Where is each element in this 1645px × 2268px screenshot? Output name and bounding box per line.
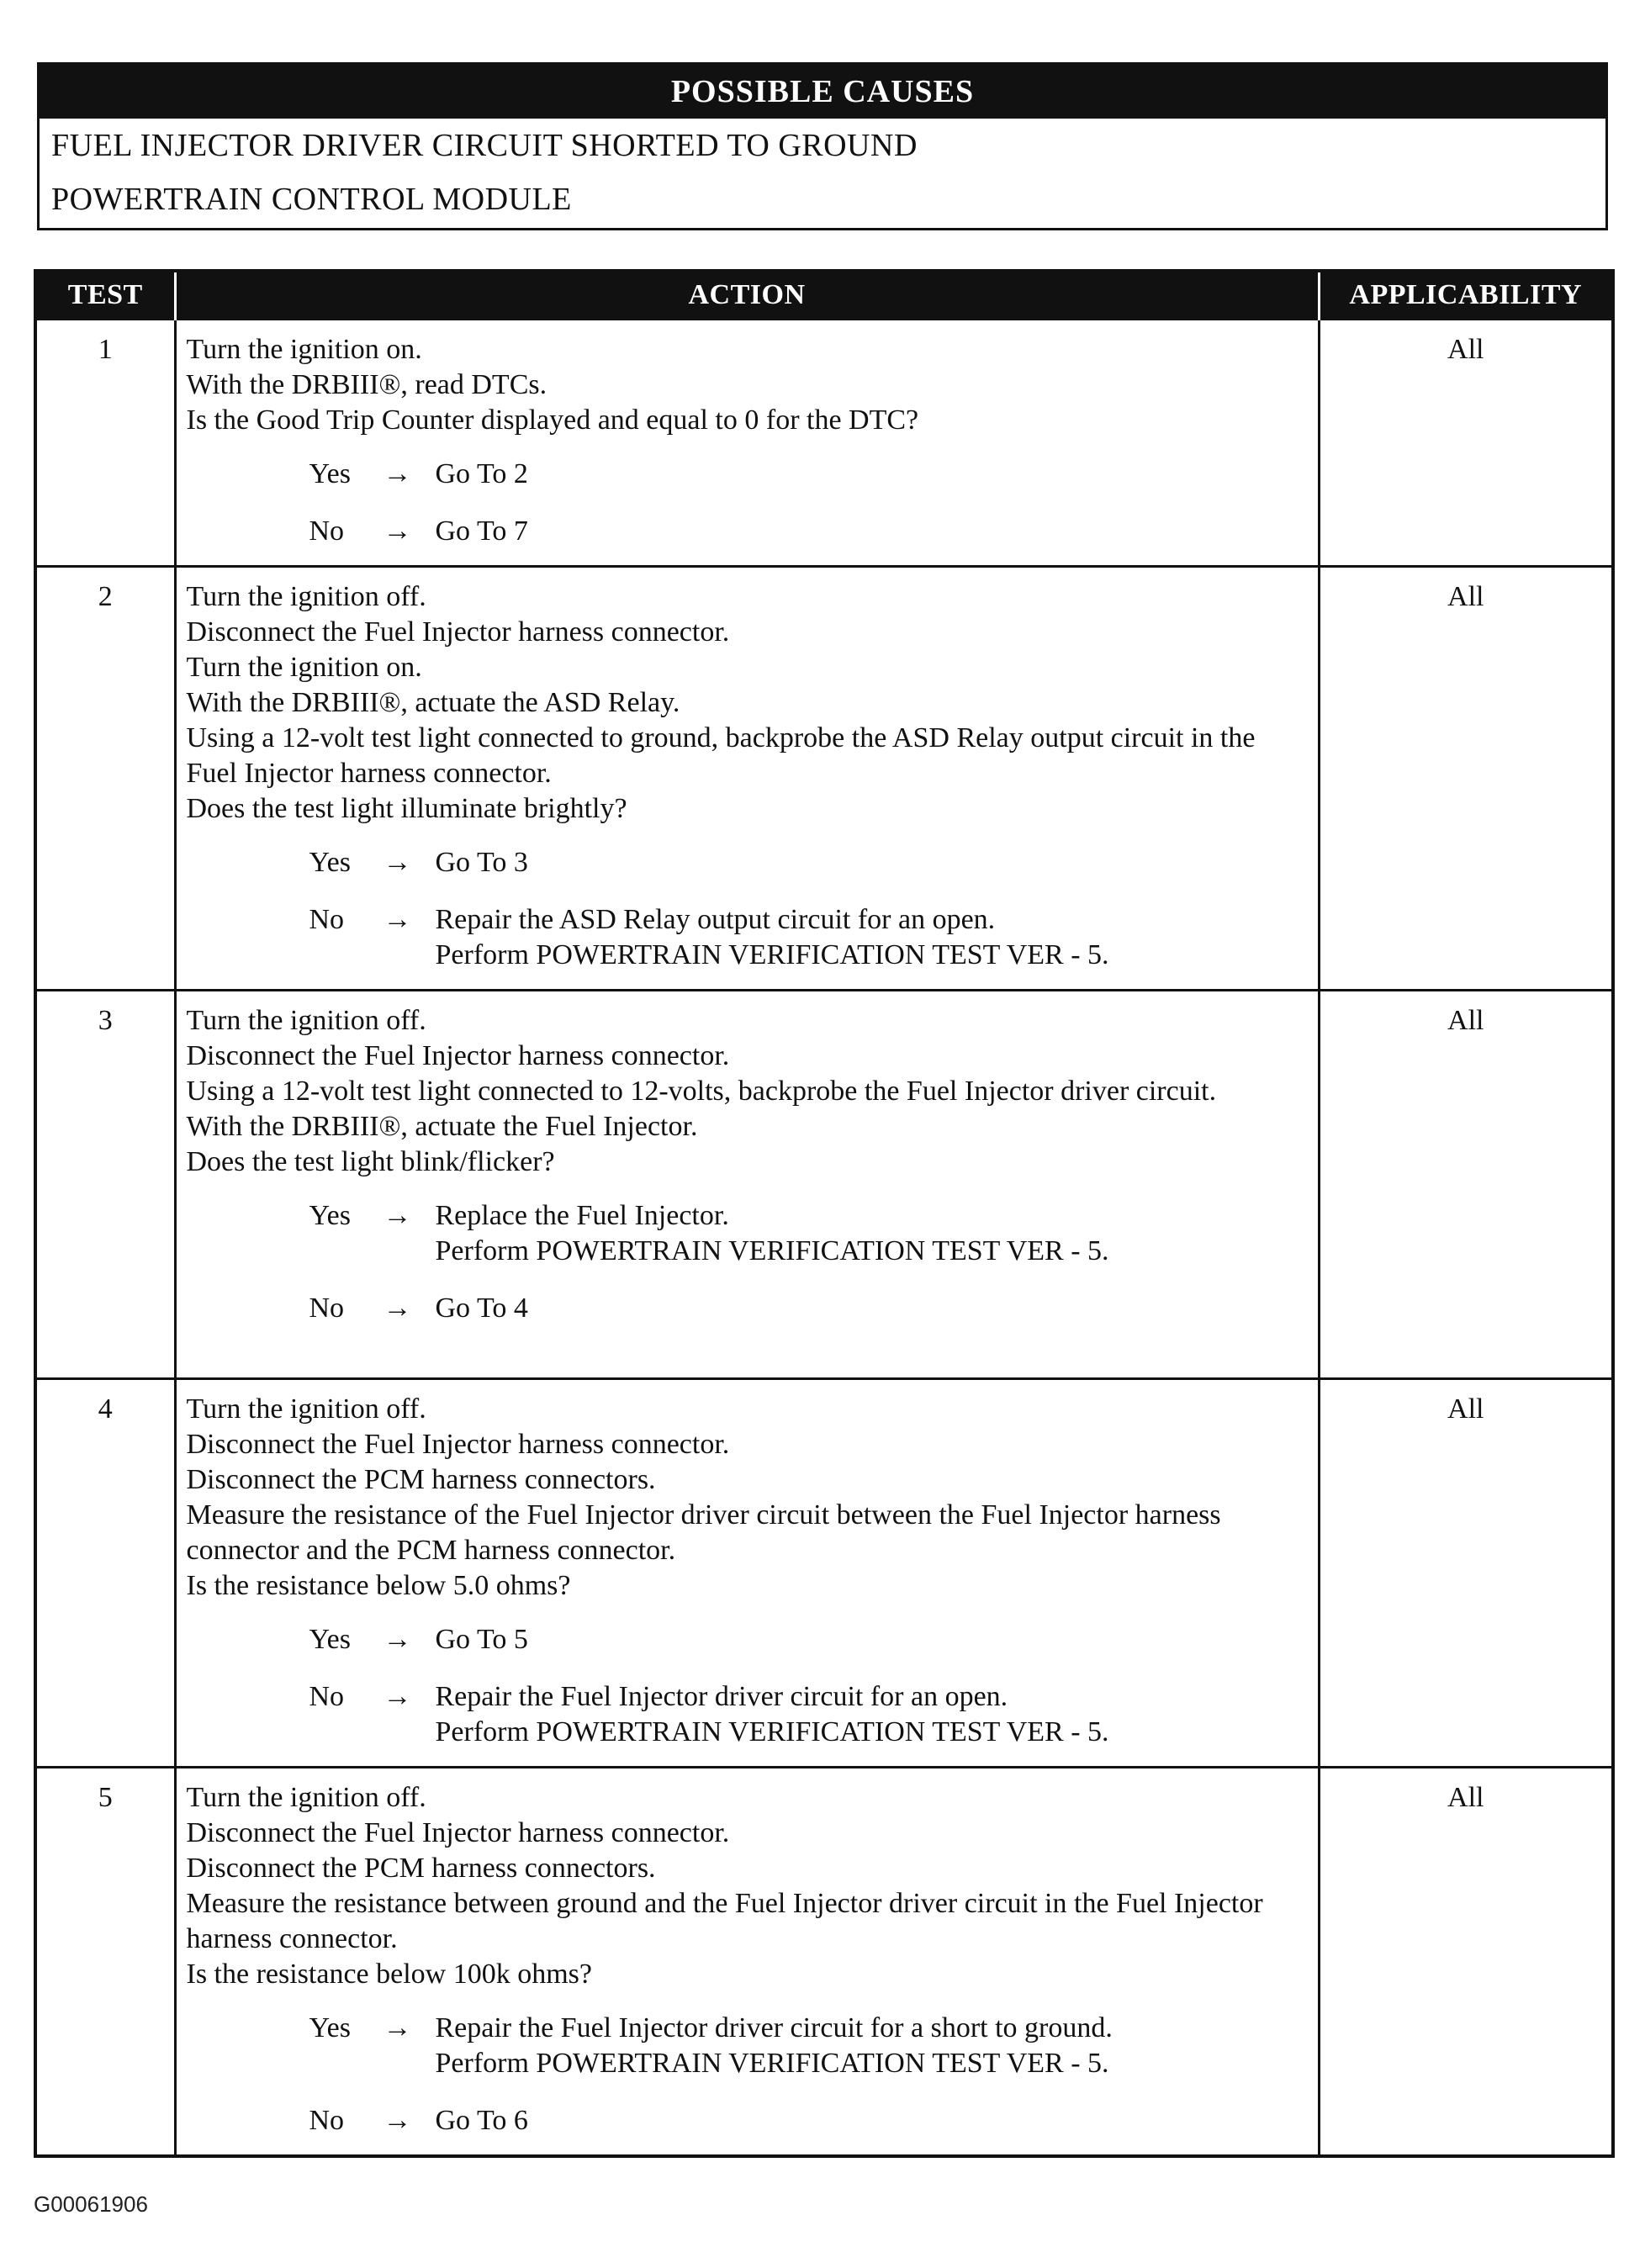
result-line: Perform POWERTRAIN VERIFICATION TEST VER - 5.: [435, 1716, 1109, 1747]
possible-causes-header: POSSIBLE CAUSES: [40, 65, 1605, 119]
no-label: No: [309, 1681, 345, 1712]
action-step: With the DRBIII®, read DTCs.: [186, 369, 547, 400]
table-row: [35, 1379, 1613, 1768]
applicability-cell: All: [1319, 1379, 1613, 1768]
arrow-right-icon: →: [383, 1681, 412, 1712]
result-line: Go To 7: [435, 515, 528, 547]
action-step: Measure the resistance of the Fuel Injector driver circuit between the Fuel Injector harness connector and the PCM harness connector.: [186, 1499, 1221, 1566]
applicability-cell: All: [1319, 991, 1613, 1379]
result-line: Perform POWERTRAIN VERIFICATION TEST VER - 5.: [435, 939, 1109, 970]
action-step: Is the resistance below 5.0 ohms?: [186, 1570, 571, 1601]
branch-list: [187, 1622, 1309, 1750]
action-step: Is the resistance below 100k ohms?: [186, 1959, 592, 1990]
result-line: Repair the ASD Relay output circuit for an open.: [435, 904, 996, 935]
action-step: With the DRBIII®, actuate the ASD Relay.: [186, 687, 680, 718]
yes-branch: [187, 845, 1309, 880]
action-step: Does the test light blink/flicker?: [186, 1146, 555, 1177]
result-line: Replace the Fuel Injector.: [435, 1200, 729, 1231]
action-cell: [175, 567, 1319, 991]
yes-branch: [187, 2011, 1309, 2081]
action-step: Disconnect the PCM harness connectors.: [186, 1464, 656, 1495]
yes-result: [436, 2011, 1309, 2081]
no-label: No: [309, 515, 345, 547]
action-step: Measure the resistance between ground and the Fuel Injector driver circuit in the Fuel Injector harness connector.: [186, 1888, 1263, 1954]
result-line: Go To 5: [435, 1624, 528, 1655]
no-branch: [187, 1679, 1309, 1750]
action-step: Turn the ignition on.: [186, 652, 422, 683]
action-step: Disconnect the Fuel Injector harness connector.: [186, 1040, 730, 1071]
action-step: Disconnect the Fuel Injector harness connector.: [186, 1429, 730, 1460]
branch-list: [187, 457, 1309, 549]
arrow-right-icon: →: [383, 847, 412, 878]
no-label: No: [309, 2105, 345, 2136]
yes-result: [436, 1622, 1309, 1657]
no-label: No: [309, 1293, 345, 1324]
yes-label: Yes: [309, 1624, 351, 1655]
yes-branch: [187, 1198, 1309, 1269]
branch-list: [187, 2011, 1309, 2138]
result-line: Repair the Fuel Injector driver circuit for a short to ground.: [435, 2012, 1113, 2043]
applicability-cell: All: [1319, 1768, 1613, 2156]
action-step: Using a 12-volt test light connected to ground, backprobe the ASD Relay output circuit in the Fuel Injector harness connector.: [186, 722, 1256, 789]
yes-label: Yes: [309, 847, 351, 878]
arrow-right-icon: →: [383, 2012, 412, 2043]
branch-list: [187, 845, 1309, 973]
result-line: Go To 2: [435, 458, 528, 489]
cause-item: FUEL INJECTOR DRIVER CIRCUIT SHORTED TO GROUND: [51, 128, 918, 163]
action-step: With the DRBIII®, actuate the Fuel Injector.: [186, 1111, 698, 1142]
applicability-cell: All: [1319, 320, 1613, 567]
arrow-right-icon: →: [383, 1200, 412, 1231]
no-branch: [187, 1291, 1309, 1326]
action-step: Disconnect the PCM harness connectors.: [186, 1853, 656, 1884]
cause-item: POWERTRAIN CONTROL MODULE: [51, 182, 572, 217]
arrow-right-icon: →: [383, 515, 412, 547]
table-row: [35, 567, 1613, 991]
no-branch: [187, 2103, 1309, 2138]
test-number: 2: [35, 567, 175, 991]
action-cell: [175, 320, 1319, 567]
applicability-cell: All: [1319, 567, 1613, 991]
possible-causes-box: [37, 62, 1608, 230]
no-result: [436, 1291, 1309, 1326]
table-row: [35, 320, 1613, 567]
test-number: 5: [35, 1768, 175, 2156]
test-procedure-table: [34, 269, 1615, 2158]
test-number: 4: [35, 1379, 175, 1768]
action-step: Disconnect the Fuel Injector harness connector.: [186, 1817, 730, 1848]
result-line: Repair the Fuel Injector driver circuit for an open.: [435, 1681, 1008, 1712]
yes-branch: [187, 1622, 1309, 1657]
branch-list: [187, 1198, 1309, 1326]
yes-result: [436, 457, 1309, 492]
action-cell: [175, 1768, 1319, 2156]
action-step: Is the Good Trip Counter displayed and equal to 0 for the DTC?: [186, 404, 919, 436]
yes-result: [436, 845, 1309, 880]
yes-label: Yes: [309, 458, 351, 489]
header-action: ACTION: [175, 271, 1319, 320]
arrow-right-icon: →: [383, 458, 412, 489]
action-step: Does the test light illuminate brightly?: [186, 793, 627, 824]
table-row: [35, 991, 1613, 1379]
no-result: [436, 902, 1309, 973]
arrow-right-icon: →: [383, 1293, 412, 1324]
no-result: [436, 514, 1309, 549]
action-cell: [175, 991, 1319, 1379]
arrow-right-icon: →: [383, 904, 412, 935]
no-label: No: [309, 904, 345, 935]
test-number: 1: [35, 320, 175, 567]
action-step: Disconnect the Fuel Injector harness connector.: [186, 616, 730, 648]
action-step: Turn the ignition off.: [186, 1393, 426, 1425]
result-line: Go To 3: [435, 847, 528, 878]
test-number: 3: [35, 991, 175, 1379]
no-result: [436, 2103, 1309, 2138]
arrow-right-icon: →: [383, 1624, 412, 1655]
result-line: Go To 4: [435, 1293, 528, 1324]
header-test: TEST: [35, 271, 175, 320]
action-step: Turn the ignition off.: [186, 1782, 426, 1813]
arrow-right-icon: →: [383, 2105, 412, 2136]
action-cell: [175, 1379, 1319, 1768]
table-header-row: [35, 271, 1613, 320]
table-row: [35, 1768, 1613, 2156]
result-line: Perform POWERTRAIN VERIFICATION TEST VER - 5.: [435, 2048, 1109, 2079]
yes-result: [436, 1198, 1309, 1269]
yes-label: Yes: [309, 2012, 351, 2043]
action-step: Turn the ignition on.: [186, 334, 422, 365]
no-branch: [187, 514, 1309, 549]
action-step: Turn the ignition off.: [186, 581, 426, 612]
action-step: Using a 12-volt test light connected to 12-volts, backprobe the Fuel Injector driver circuit.: [186, 1076, 1217, 1107]
no-branch: [187, 902, 1309, 973]
figure-id: G00061906: [34, 2191, 148, 2217]
yes-branch: [187, 457, 1309, 492]
no-result: [436, 1679, 1309, 1750]
header-applicability: APPLICABILITY: [1319, 271, 1613, 320]
result-line: Go To 6: [435, 2105, 528, 2136]
result-line: Perform POWERTRAIN VERIFICATION TEST VER - 5.: [435, 1235, 1109, 1266]
action-step: Turn the ignition off.: [186, 1005, 426, 1036]
yes-label: Yes: [309, 1200, 351, 1231]
